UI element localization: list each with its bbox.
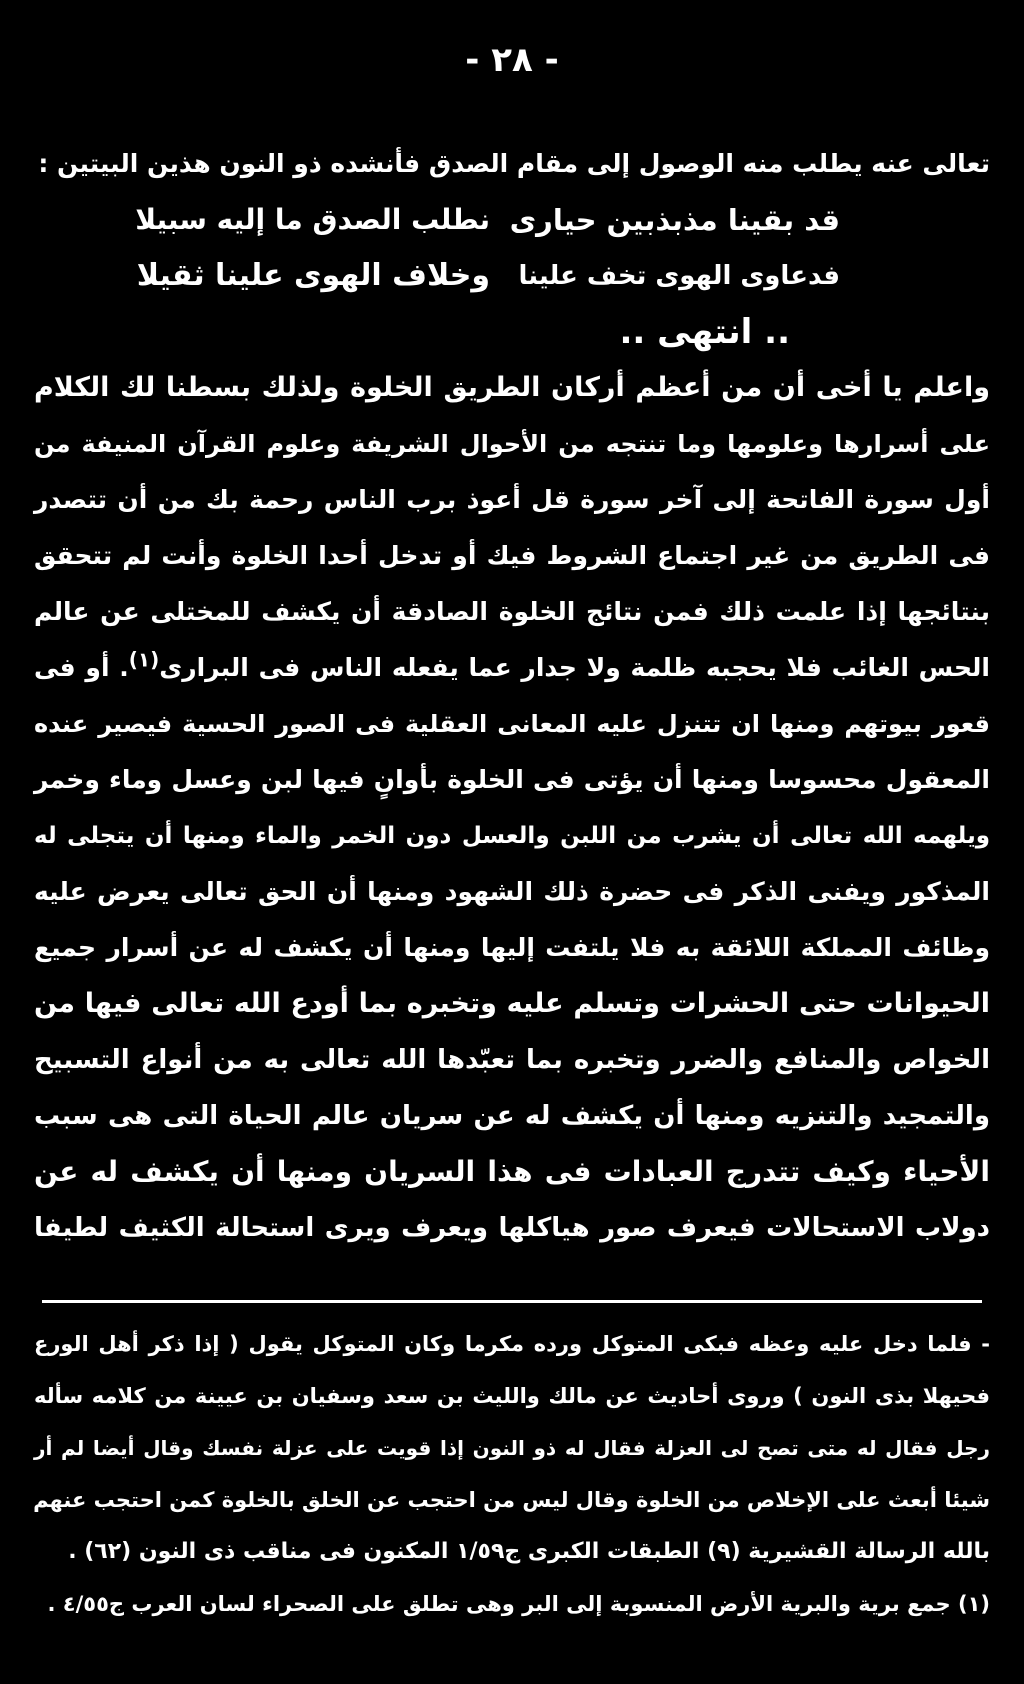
text-line-3: أول سورة الفاتحة إلى آخر سورة قل أعوذ برب الناس رحمة بك من أن تتصدر: [34, 485, 990, 514]
text-line-14: والتمجيد والتنزيه ومنها أن يكشف له عن سريان عالم الحياة التى هى سبب: [34, 1101, 990, 1131]
text-line-7: قعور بيوتهم ومنها ان تتنزل عليه المعانى العقلية فى الصور الحسية فيصير عنده: [34, 710, 990, 738]
text-line-8: المعقول محسوسا ومنها أن يؤتى فى الخلوة بأوانٍ فيها لبن وعسل وماء وخمر: [34, 765, 990, 794]
footnote-divider: [42, 1300, 982, 1303]
footnote-line-3: رجل فقال له متى تصح لى العزلة فقال له ذو النون إذا قويت على عزلة نفسك وقال أيضا لم أر: [34, 1436, 990, 1460]
poem-verses: [34, 192, 990, 304]
footnote-line-5: بالله الرسالة القشيرية (٩) الطبقات الكبرى ج١/٥٩ المكنون فى مناقب ذى النون (٦٢) .: [68, 1539, 990, 1564]
verse-1-first-hemistich: قد بقينا مذبذبين حيارى: [509, 203, 840, 237]
text-line-12: الحيوانات حتى الحشرات وتسلم عليه وتخبره بما أودع الله تعالى فيها من: [34, 988, 990, 1019]
text-line-2: على أسرارها وعلومها وما تنتجه من الأحوال الشريفة وعلوم القرآن المنيفة من: [34, 430, 990, 458]
footnote-1: (١) جمع برية والبرية الأرض المنسوبة إلى البر وهى تطلق على الصحراء لسان العرب ج٤/٥٥ .: [47, 1592, 990, 1616]
verse-1: [34, 192, 990, 248]
text-line-4: فى الطريق من غير اجتماع الشروط فيك أو تدخل أحدا الخلوة وأنت لم تتحقق: [34, 541, 990, 570]
text-line-13: الخواص والمنافع والضرر وتخبره بما تعبّدها الله تعالى به من أنواع التسبيح: [34, 1045, 990, 1075]
text-line-6-tail: . أو فى: [34, 653, 129, 682]
footnote-line-4: شيئا أبعث على الإخلاص من الخلوة وقال ليس من احتجب عن الخلق بالخلوة كمن احتجب عنهم: [33, 1488, 990, 1512]
text-line-15: الأحياء وكيف تتدرج العبادات فى هذا السريان ومنها أن يكشف له عن: [34, 1155, 990, 1188]
text-line-1: واعلم يا أخى أن من أعظم أركان الطريق الخلوة ولذلك بسطنا لك الكلام: [34, 372, 990, 403]
footnote-marker[interactable]: (١): [128, 647, 160, 672]
text-line-9: ويلهمه الله تعالى أن يشرب من اللبن والعسل دون الخمر والماء ومنها أن يتجلى له: [34, 823, 990, 849]
verse-1-second-hemistich: نطلب الصدق ما إليه سبيلا: [135, 203, 490, 236]
text-line-with-footnote: [34, 640, 990, 696]
verse-2-second-hemistich: وخلاف الهوى علينا ثقيلا: [136, 258, 490, 293]
end-quote-marker: .. انتهى ..: [619, 312, 790, 352]
text-line-11: وظائف المملكة اللائقة به فلا يلتفت إليها ومنها أن يكشف له عن أسرار جميع: [34, 933, 990, 962]
page-number: - ٢٨ -: [465, 40, 559, 80]
verse-2: [34, 248, 990, 304]
text-line-16: دولاب الاستحالات فيعرف صور هياكلها ويعرف ويرى استحالة الكثيف لطيفا: [34, 1213, 990, 1243]
main-text: [34, 136, 990, 1256]
verse-2-first-hemistich: فدعاوى الهوى تخف علينا: [518, 261, 840, 291]
footnotes: [34, 1318, 990, 1630]
footnote-line-1: - فلما دخل عليه وعظه فبكى المتوكل ورده مكرما وكان المتوكل يقول ( إذا ذكر أهل الورع: [34, 1332, 990, 1356]
text-line-5: بنتائجها إذا علمت ذلك فمن نتائج الخلوة الصادقة أن يكشف للمختلى عن عالم: [34, 597, 990, 626]
text-line-6-main: الحس الغائب فلا يحجبه ظلمة ولا جدار عما يفعله الناس فى البرارى: [159, 653, 990, 682]
text-line-10: المذكور ويفنى الذكر فى حضرة ذلك الشهود ومنها أن الحق تعالى يعرض عليه: [34, 877, 990, 906]
intro-line: تعالى عنه يطلب منه الوصول إلى مقام الصدق فأنشده ذو النون هذين البيتين :: [38, 149, 990, 178]
footnote-line-2: فحيهلا بذى النون ) وروى أحاديث عن مالك والليث بن سعد وسفيان بن عيينة من كلامه سأله: [34, 1384, 990, 1408]
